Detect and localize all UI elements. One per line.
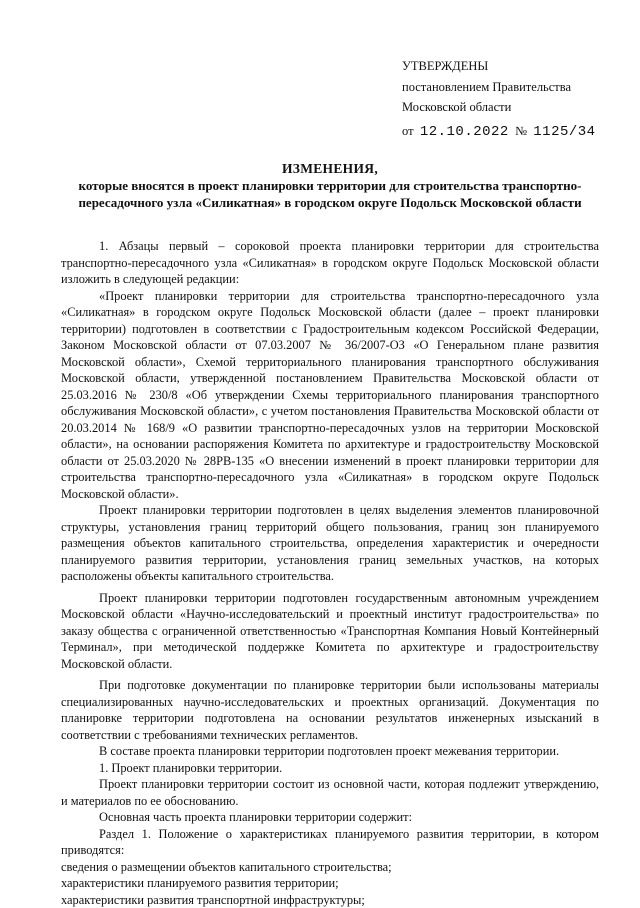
- paragraph-9: Основная часть проекта планировки территории содержит:: [61, 809, 599, 826]
- paragraph-8: Проект планировки территории состоит из основной части, которая подлежит утверждению, и материалов по ее обоснованию.: [61, 776, 599, 809]
- paragraph-4: Проект планировки территории подготовлен государственным автономным учреждением Московской области «Научно-исследовательский и проектный институт градостроительства» по заказу общества с ограниченной ответственностью «Транспортная Компания Новый Контейнерный Терминал», при методической поддержке Комитета по архитектуре и градостроительству Московской области.: [61, 590, 599, 673]
- paragraph-3: Проект планировки территории подготовлен в целях выделения элементов планировочной структуры, установления границ территорий общего пользования, границ зон планируемого размещения объектов капитального строительства, определения характеристик и очередности планируемого развития территории, установления границ земельных участков, на которых расположены объекты капитального строительства.: [61, 502, 599, 585]
- title-heading: ИЗМЕНЕНИЯ,: [60, 160, 600, 177]
- number-sign: №: [515, 124, 527, 138]
- approval-date-line: [402, 121, 596, 143]
- approval-status: УТВЕРЖДЕНЫ: [402, 56, 596, 77]
- title-subtitle-line-2: пересадочного узла «Силикатная» в городском округе Подольск Московской области: [60, 194, 600, 211]
- paragraph-5: При подготовке документации по планировке территории были использованы материалы специализированных научно-исследовательских и проектных организаций. Документация по планировке территории подготовлена на основании результатов инженерных изысканий в соответствии с требованиями технических регламентов.: [61, 677, 599, 743]
- document-title: [60, 160, 600, 211]
- approval-region: Московской области: [402, 97, 596, 118]
- list-item-1: сведения о размещении объектов капитального строительства;: [61, 859, 599, 876]
- paragraph-10: Раздел 1. Положение о характеристиках планируемого развития территории, в котором приводятся:: [61, 826, 599, 859]
- document-body: [61, 238, 599, 908]
- paragraph-1: 1. Абзацы первый – сороковой проекта планировки территории для строительства транспортно-пересадочного узла «Силикатная» в городском округе Подольск Московской области изложить в следующей редакции:: [61, 238, 599, 288]
- approval-authority: постановлением Правительства: [402, 77, 596, 98]
- date-prefix: от: [402, 124, 414, 138]
- paragraph-2: «Проект планировки территории для строительства транспортно-пересадочного узла «Силикатная» в городском округе Подольск Московской области (далее – проект планировки территории) подготовлен в соответствии с Градостроительным кодексом Российской Федерации, Законом Московской области от 07.03.2007 № 36/2007-ОЗ «О Генеральном плане развития Московской области», Схемой территориального планирования транспортного обслуживания Московской области, утвержденной постановлением Правительства Московской области от 25.03.2016 № 230/8 «Об утверждении Схемы территориального планирования транспортного обслуживания Московской области», с учетом постановления Правительства Московской области от 20.03.2014 № 168/9 «О развитии транспортно-пересадочных узлов на территории Московской области», на основании распоряжения Комитета по архитектуре и градостроительству Московской области от 25.03.2020 № 28РВ-135 «О внесении изменений в проект планировки территории для строительства транспортно-пересадочного узла «Силикатная» в городском округе Подольск Московской области».: [61, 288, 599, 503]
- approval-block: [402, 56, 596, 142]
- approval-number: 1125/34: [533, 124, 595, 140]
- list-item-2: характеристики планируемого развития территории;: [61, 875, 599, 892]
- paragraph-6: В составе проекта планировки территории подготовлен проект межевания территории.: [61, 743, 599, 760]
- list-item-3: характеристики развития транспортной инфраструктуры;: [61, 892, 599, 908]
- approval-date: 12.10.2022: [420, 124, 509, 140]
- title-subtitle-line-1: которые вносятся в проект планировки территории для строительства транспортно-: [60, 177, 600, 194]
- paragraph-7: 1. Проект планировки территории.: [61, 760, 599, 777]
